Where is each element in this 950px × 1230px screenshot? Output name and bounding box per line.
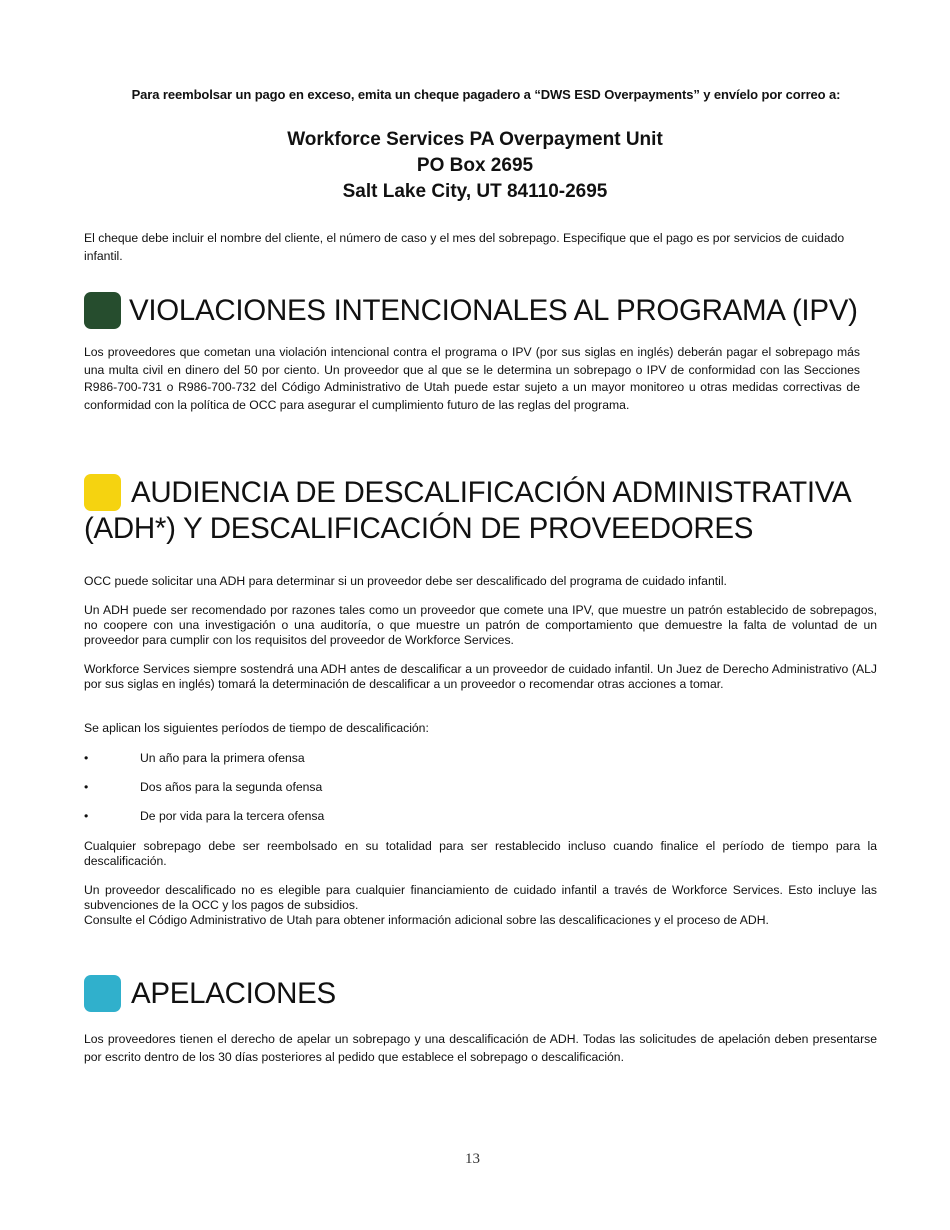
address-line-1: Workforce Services PA Overpayment Unit: [287, 129, 663, 150]
adh-paragraph-7: Consulte el Código Administrativo de Utah para obtener información adicional sobre las descalificaciones y el proceso de ADH.: [84, 913, 769, 927]
section-marker-icon: [84, 292, 121, 329]
adh-paragraph-6: Un proveedor descalificado no es elegible para cualquier financiamiento de cuidado infantil a través de Workforce Services. Esto incluye las subvenciones de la OCC y los pagos de subsidios.: [84, 883, 877, 912]
list-item-text: Dos años para la segunda ofensa: [140, 780, 323, 794]
list-item-text: De por vida para la tercera ofensa: [140, 809, 325, 823]
ipv-body: Los proveedores que cometan una violación intencional contra el programa o IPV (por sus siglas en inglés) deberán pagar el sobrepago más una multa civil en dinero del 50 por ciento. Un proveedor que al que se le determina un sobrepago o IPV de conformidad con las Secciones R986-700-731 o R986-700-732 del Código Administrativo de Utah puede estar sujeto a un mayor monitoreo u otras medidas correctivas de conformidad con la política de OCC para asegurar el cumplimiento futuro de las reglas del programa.: [84, 345, 860, 413]
adh-paragraph-2: Un ADH puede ser recomendado por razones tales como un proveedor que comete una IPV, que muestre un patrón establecido de sobrepagos, no coopere con una investigación o una auditoría, o que muestre un patrón de comportamiento que demuestre la falta de voluntad de un proveedor para cumplir con los requisitos del proveedor de Workforce Services.: [84, 603, 877, 647]
ipv-heading: [84, 292, 858, 329]
list-item: [84, 809, 324, 823]
adh-paragraph-1: OCC puede solicitar una ADH para determinar si un proveedor debe ser descalificado del programa de cuidado infantil.: [84, 574, 727, 588]
section-marker-icon: [84, 975, 121, 1012]
ipv-heading-text: VIOLACIONES INTENCIONALES AL PROGRAMA (IPV): [129, 293, 858, 327]
adh-paragraph-3: Workforce Services siempre sostendrá una ADH antes de descalificar a un proveedor de cuidado infantil. Un Juez de Derecho Administrativo (ALJ por sus siglas en inglés) tomará la determinación de descalificar a un proveedor o recomendar otras acciones a tomar.: [84, 662, 877, 691]
bullet-icon: •: [84, 780, 89, 794]
appeals-body: Los proveedores tienen el derecho de apelar un sobrepago y una descalificación de ADH. Todas las solicitudes de apelación deben presentarse por escrito dentro de los 30 días posteriores al pedido que establece el sobrepago o descalificación.: [84, 1032, 877, 1064]
bullet-icon: •: [84, 751, 89, 765]
list-item: [84, 751, 305, 765]
adh-heading-line-1: AUDIENCIA DE DESCALIFICACIÓN ADMINISTRATIVA: [131, 475, 852, 509]
check-note: El cheque debe incluir el nombre del cliente, el número de caso y el mes del sobrepago. Especifique que el pago es por servicios de cuidado infantil.: [84, 231, 845, 263]
adh-paragraph-4: Se aplican los siguientes períodos de tiempo de descalificación:: [84, 721, 429, 735]
page-number: 13: [465, 1151, 480, 1167]
adh-paragraph-5: Cualquier sobrepago debe ser reembolsado en su totalidad para ser restablecido incluso cuando finalice el período de tiempo para la descalificación.: [84, 839, 877, 868]
list-item: [84, 780, 322, 794]
appeals-heading: [84, 975, 336, 1012]
mailing-address: [0, 127, 950, 205]
list-item-text: Un año para la primera ofensa: [140, 751, 305, 765]
address-line-3: Salt Lake City, UT 84110-2695: [342, 181, 608, 202]
adh-heading: [84, 474, 851, 511]
section-marker-icon: [84, 474, 121, 511]
appeals-heading-text: APELACIONES: [131, 976, 336, 1010]
adh-heading-line-2: (ADH*) Y DESCALIFICACIÓN DE PROVEEDORES: [84, 512, 754, 545]
address-line-2: PO Box 2695: [416, 155, 534, 176]
bullet-icon: •: [84, 809, 89, 823]
refund-instructions: Para reembolsar un pago en exceso, emita un cheque pagadero a “DWS ESD Overpayments” y envíelo por correo a:: [131, 87, 841, 102]
